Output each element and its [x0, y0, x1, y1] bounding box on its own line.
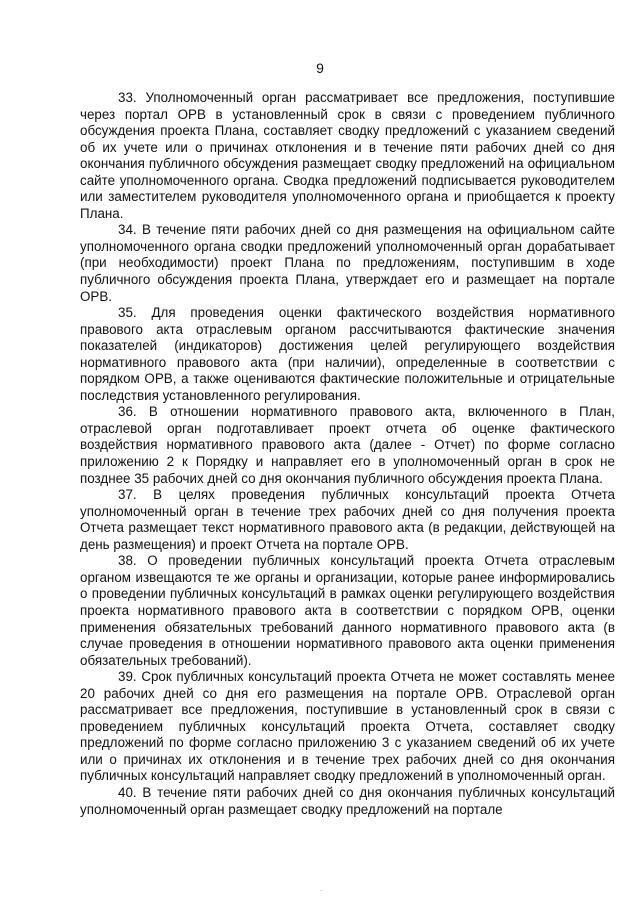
document-body: [80, 90, 615, 818]
paragraph-37: 37. В целях проведения публичных консультаций проекта Отчета уполномоченный орган в течение трех рабочих дней со дня получения проекта Отчета размещает текст нормативного правового акта (в редакции, действующей на день размещения) и проект Отчета на портале ОРВ.: [80, 487, 615, 552]
paragraph-36: 36. В отношении нормативного правового акта, включенного в План, отраслевой орган подготавливает проект отчета об оценке фактического воздействия нормативного правового акта (далее - Отчет) по форме согласно приложению 2 к Порядку и направляет его в уполномоченный орган в срок не позднее 35 рабочих дней со дня окончания публичного обсуждения проекта Плана.: [80, 404, 615, 486]
scan-mark: .: [320, 884, 323, 893]
page-number: 9: [316, 60, 324, 76]
paragraph-34: 34. В течение пяти рабочих дней со дня размещения на официальном сайте уполномоченного органа сводки предложений уполномоченный орган дорабатывает (при необходимости) проект Плана по предложениям, поступившим в ходе публичного обсуждения проекта Плана, утверждает его и размещает на портале ОРВ.: [80, 222, 615, 304]
paragraph-35: 35. Для проведения оценки фактического воздействия нормативного правового акта отраслевым органом рассчитываются фактические значения показателей (индикаторов) достижения целей регулирующего воздействия нормативного правового акта (при наличии), определенные в соответствии с порядком ОРВ, а также оцениваются фактические положительные и отрицательные последствия установленного регулирования.: [80, 305, 615, 403]
paragraph-38: 38. О проведении публичных консультаций проекта Отчета отраслевым органом извещаются те же органы и организации, которые ранее информировались о проведении публичных консультаций в рамках оценки регулирующего воздействия проекта нормативного правового акта в соответствии с порядком ОРВ, оценки применения обязательных требований данного нормативного правового акта (в случае проведения в отношении нормативного правового акта оценки применения обязательных требований).: [80, 553, 615, 668]
paragraph-39: 39. Срок публичных консультаций проекта Отчета не может составлять менее 20 рабочих дней со дня его размещения на портале ОРВ. Отраслевой орган рассматривает все предложения, поступившие в установленный срок в связи с проведением публичных консультаций проекта Отчета, составляет сводку предложений по форме согласно приложению 3 с указанием сведений об их учете или о причинах их отклонения и в течение трех рабочих дней со дня окончания публичных консультаций направляет сводку предложений в уполномоченный орган.: [80, 669, 615, 784]
paragraph-33: 33. Уполномоченный орган рассматривает все предложения, поступившие через портал ОРВ в установленный срок в связи с проведением публичного обсуждения проекта Плана, составляет сводку предложений с указанием сведений об их учете или о причинах отклонения и в течение пяти рабочих дней со дня окончания публичного обсуждения размещает сводку предложений на официальном сайте уполномоченного органа. Сводка предложений подписывается руководителем или заместителем руководителя уполномоченного органа и приобщается к проекту Плана.: [80, 90, 615, 221]
paragraph-40: 40. В течение пяти рабочих дней со дня окончания публичных консультаций уполномоченный орган размещает сводку предложений на портале: [80, 784, 615, 817]
